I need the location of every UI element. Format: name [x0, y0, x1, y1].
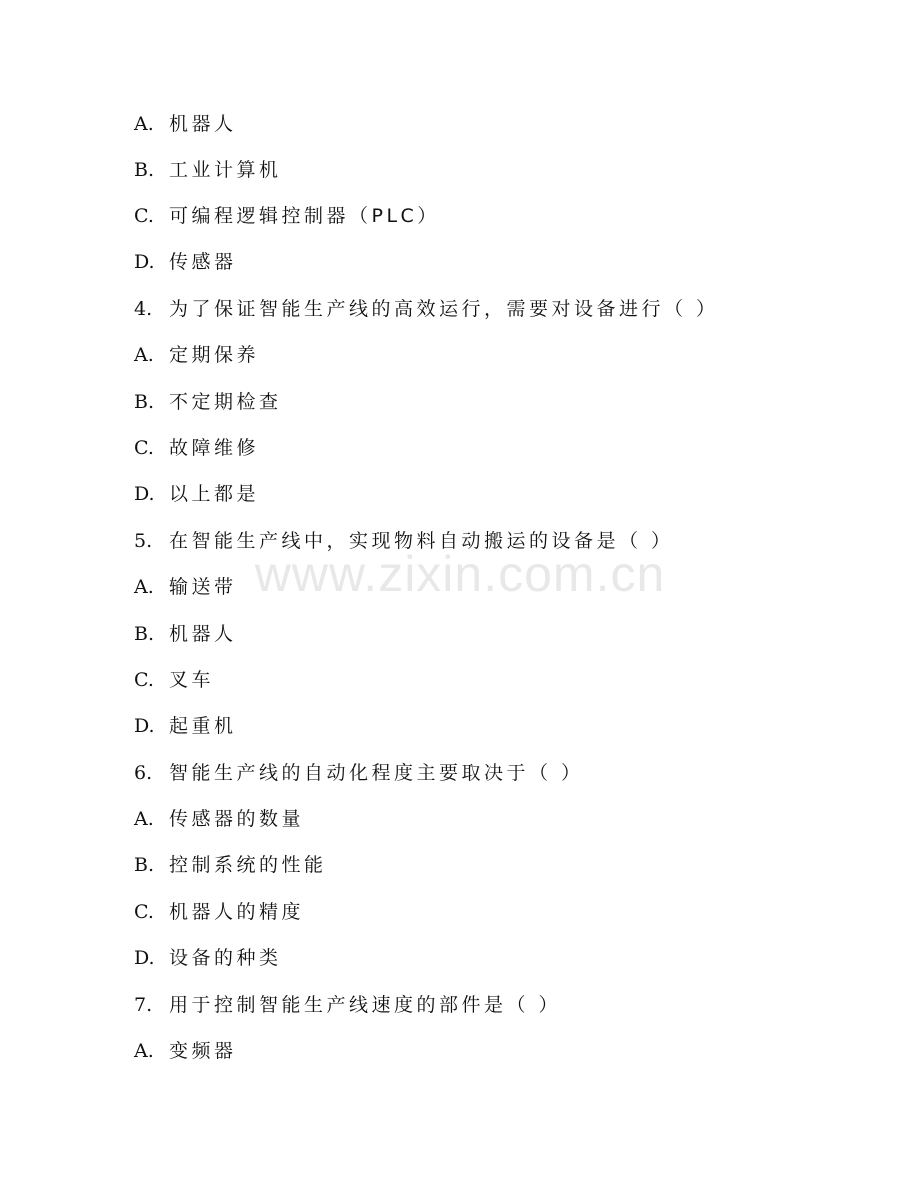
option-line [134, 1037, 237, 1065]
option-text: 以上都是 [169, 483, 260, 505]
option-line [134, 851, 327, 879]
option-prefix: A. [134, 1040, 154, 1062]
option-line [134, 712, 237, 740]
option-line [134, 480, 259, 508]
option-prefix: D. [134, 483, 155, 505]
option-prefix: C. [134, 669, 154, 691]
option-prefix: B. [134, 159, 155, 181]
option-prefix: C. [134, 437, 154, 459]
option-text: 控制系统的性能 [169, 854, 327, 876]
watermark: www.zixin.com.cn [254, 546, 666, 602]
option-prefix: A. [134, 113, 154, 135]
question-line [134, 527, 674, 555]
option-line [134, 110, 237, 138]
option-line [134, 388, 282, 416]
question-number: 4. [134, 298, 153, 320]
option-prefix: A. [134, 576, 154, 598]
option-prefix: A. [134, 808, 154, 830]
option-text: 工业计算机 [169, 159, 282, 181]
option-prefix: C. [134, 205, 154, 227]
option-line [134, 202, 440, 230]
option-prefix: B. [134, 623, 155, 645]
option-line [134, 248, 237, 276]
option-prefix: D. [134, 947, 155, 969]
option-line [134, 666, 214, 694]
option-text: 叉车 [169, 669, 215, 691]
option-line [134, 944, 282, 972]
option-line [134, 434, 259, 462]
option-prefix: D. [134, 715, 155, 737]
question-number: 6. [134, 762, 153, 784]
option-prefix: B. [134, 854, 155, 876]
option-line [134, 620, 237, 648]
option-text: 机器人 [169, 623, 237, 645]
option-prefix: B. [134, 391, 155, 413]
question-line [134, 991, 561, 1019]
option-text: 机器人的精度 [169, 901, 305, 923]
option-text: 故障维修 [169, 437, 260, 459]
option-text: 变频器 [169, 1040, 237, 1062]
question-text: 智能生产线的自动化程度主要取决于（ ） [169, 762, 584, 784]
option-text: 机器人 [169, 113, 237, 135]
option-text: 设备的种类 [169, 947, 282, 969]
option-prefix: D. [134, 251, 155, 273]
option-line [134, 898, 304, 926]
option-text: 传感器的数量 [169, 808, 305, 830]
option-text: 不定期检查 [169, 391, 282, 413]
option-text: 定期保养 [169, 344, 260, 366]
question-text: 用于控制智能生产线速度的部件是（ ） [169, 994, 562, 1016]
question-number: 7. [134, 994, 153, 1016]
option-text: 可编程逻辑控制器（PLC） [169, 205, 440, 227]
option-line [134, 341, 259, 369]
question-line [134, 295, 719, 323]
question-line [134, 759, 584, 787]
option-line [134, 156, 282, 184]
question-text: 为了保证智能生产线的高效运行，需要对设备进行（ ） [169, 298, 719, 320]
option-line [134, 805, 304, 833]
option-text: 传感器 [169, 251, 237, 273]
question-number: 5. [134, 530, 153, 552]
option-line [134, 573, 237, 601]
option-prefix: A. [134, 344, 154, 366]
option-prefix: C. [134, 901, 154, 923]
option-text: 输送带 [169, 576, 237, 598]
question-text: 在智能生产线中，实现物料自动搬运的设备是（ ） [169, 530, 674, 552]
option-text: 起重机 [169, 715, 237, 737]
